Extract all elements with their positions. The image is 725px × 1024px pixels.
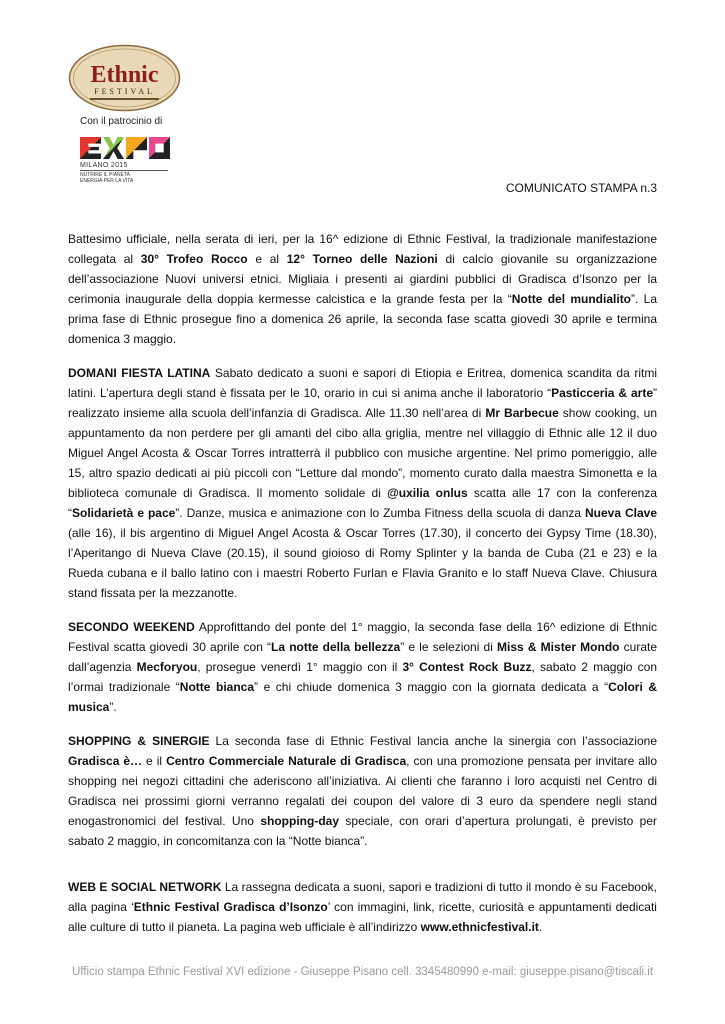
bold-text: Centro Commerciale Naturale di Gradisca [166,754,407,768]
bold-text: SHOPPING & SINERGIE [68,734,210,748]
text-run: , sabato 2 maggio con l’ormai tradizionale “ [68,660,658,694]
bold-text: Mecforyou [136,660,198,674]
bold-text: WEB E SOCIAL NETWORK [68,880,222,894]
bold-text: La notte della bellezza [271,640,401,654]
bold-text: SECONDO WEEKEND [68,620,195,634]
bold-text: Mr Barbecue [485,406,559,420]
text-run: . [538,920,543,934]
bold-text: 3° Contest Rock Buzz [402,660,532,674]
text-run: ” e chi chiude domenica 3 maggio con la giornata dedicata a “ [254,680,609,694]
text-run: ” e le selezioni di [400,640,498,654]
text-run: di calcio giovanile su organizzazione dell’associazione Nuovi universi etnici. Migliaia i presenti ai giardini pubblici di Gradisca d’Isonzo per la cerimonia inaugurale della doppia kermesse calcistica e la grande festa per la “ [68,252,657,306]
expo-letter-p [126,137,147,159]
expo-divider [80,170,168,171]
bold-text: Gradisca è… [68,754,143,768]
text-run: speciale, con orari d’apertura prolungati, è previsto per sabato 2 maggio, in concomitanza con la “Notte bianca”. [68,814,658,848]
bold-text: Notte del mundialito [511,292,632,306]
text-run: ’ con immagini, link, ricette, curiosità e appuntamenti dedicati alle culture di tutto il pianeta. La pagina web ufficiale è all’indirizzo [68,900,657,934]
bold-text: @uxilia onlus [387,486,468,500]
bold-text: Pasticceria & arte [551,386,653,400]
text-run: ” realizzato insieme alla scuola dell’infanzia di Gradisca. Alle 11.30 nell’area di [68,386,657,420]
expo-city-year: MILANO 2015 [80,162,128,169]
paragraph-shopping [68,731,657,851]
text-run: e il [142,754,167,768]
text-run: La rassegna dedicata a suoni, sapori e tradizioni di tutto il mondo è su Facebook, alla pagina ‘ [68,880,657,914]
text-run: Battesimo ufficiale, nella serata di ieri, per la 16^ edizione di Ethnic Festival, la tradizionale manifestazione collegata al [68,232,657,266]
text-run: curate dall’agenzia [68,640,658,674]
press-release-body [68,229,657,951]
expo-tagline-1: NUTRIRE IL PIANETA [80,172,131,178]
expo-letter-x [103,137,124,159]
expo-wordmark [80,137,175,159]
press-release-number: COMUNICATO STAMPA n.3 [505,181,657,195]
expo-letter-o [149,137,170,159]
text-run: scatta alle 17 con la conferenza “ [68,486,658,520]
text-run: ”. La prima fase di Ethnic prosegue fino a domenica 26 aprile, la seconda fase scatta giovedì 30 aprile e termina domenica 3 maggio. [68,292,658,346]
bold-text: www.ethnicfestival.it [420,920,539,934]
bold-text: Miss & Mister Mondo [497,640,620,654]
logo-main-text: Ethnic [90,62,159,88]
expo-2015-logo [80,137,175,184]
bold-text: shopping-day [260,814,340,828]
text-run: Approfittando del ponte del 1° maggio, la seconda fase della 16^ edizione di Ethnic Festival scatta giovedì 30 aprile con “ [68,620,658,654]
bold-text: DOMANI FIESTA LATINA [68,366,211,380]
text-run: show cooking, un appuntamento da non perdere per gli amanti del cibo alla griglia, mentre nel villaggio di Ethnic alle 12 il duo Miguel Angel Acosta & Oscar Torres intratterrà il pubblico con musiche argentine. Nel primo pomeriggio, alle 15, altro spazio dedicati ai più piccoli con “Letture dal mondo”, momento curato dalla maestra Simonetta e la biblioteca comunale di Gradisca. Il momento solidale di [68,406,657,500]
bold-text: 30° Trofeo Rocco [140,252,248,266]
text-run: ”. [109,700,117,714]
logo-sub-text: FESTIVAL [94,87,155,96]
text-run: Sabato dedicato a suoni e sapori di Etiopia e Eritrea, domenica scandita da ritmi latini. L’apertura degli stand è fissata per le 10, orario in cui si anima anche il laboratorio “ [68,366,657,400]
bold-text: Colori & musica [68,680,657,714]
bold-text: 12° Torneo delle Nazioni [286,252,438,266]
ethnic-festival-logo [68,44,181,112]
expo-tagline-2: ENERGIA PER LA VITA [80,178,134,184]
paragraph-intro [68,229,657,349]
text-run: , prosegue venerdì 1° maggio con il [197,660,403,674]
patrocinio-label: Con il patrocinio di [80,116,163,127]
text-run: e al [247,252,287,266]
text-run: La seconda fase di Ethnic Festival lancia anche la sinergia con l’associazione [209,734,657,748]
bold-text: Ethnic Festival Gradisca d’Isonzo [133,900,328,914]
bold-text: Nueva Clave [585,506,657,520]
bold-text: Notte bianca [179,680,255,694]
paragraph-web-social [68,877,657,937]
footer-contact: Ufficio stampa Ethnic Festival XVI edizione - Giuseppe Pisano cell. 3345480990 e-mail: giuseppe.pisano@tiscali.it [71,966,654,978]
text-run: , con una promozione pensata per invitare allo shopping nei negozi cittadini che aderiscono all’iniziativa. Ai clienti che faranno i loro acquisti nel Centro di Gradisca nei prossimi giorni verranno regalati dei coupon del valore di 3 euro da spendere negli stand enogastronomici del festival. Uno [68,754,657,828]
bold-text: Solidarietà e pace [72,506,176,520]
text-run: (alle 16), il bis argentino di Miguel Angel Acosta & Oscar Torres (17.30), il concerto dei Gypsy Time (18.30), l’Aperitango di Nueva Clave (20.15), il sound gioioso di Romy Splinter y la banda de Cuba (21 e 23) e la Rueda cubana e il ballo latino con i maestri Roberto Furlan e Flavia Granito e lo staff Nueva Clave. Chiusura stand fissata per la mezzanotte. [68,526,657,600]
paragraph-secondo-weekend [68,617,657,717]
text-run: ”. Danze, musica e animazione con lo Zumba Fitness della scuola di danza [175,506,585,520]
paragraph-fiesta-latina [68,363,657,603]
expo-letter-e [80,137,101,159]
